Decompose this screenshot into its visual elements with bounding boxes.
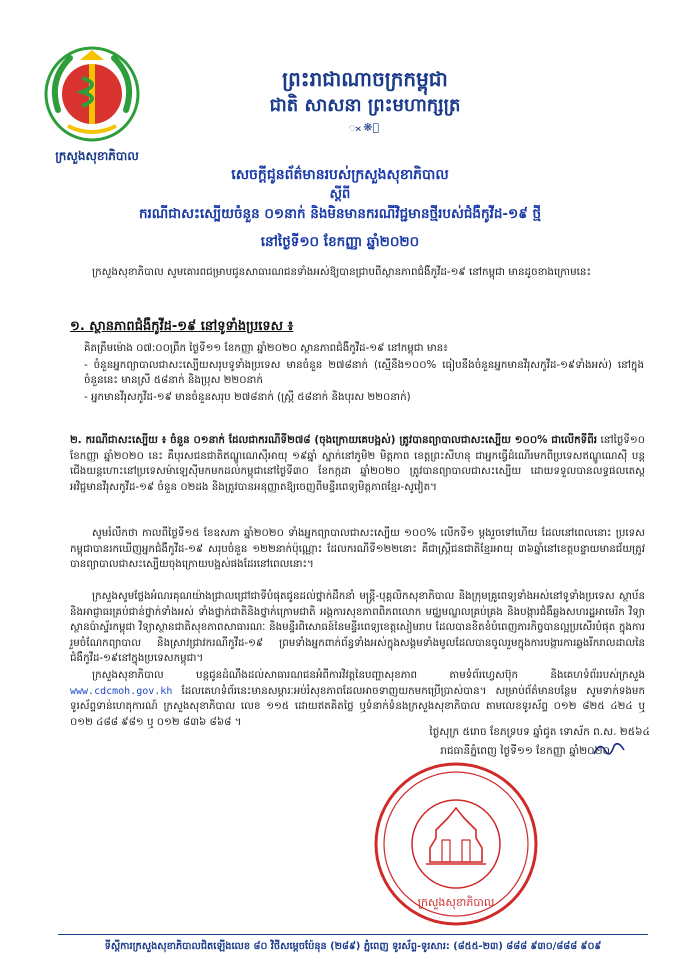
signature-mark: [590, 738, 630, 760]
thanks-paragraph: [70, 589, 645, 667]
section1-item: - អ្នកមានវីរុសកូវីដ-១៩ មានចំនួនសរុប ២៧៨នាក់ (ស្រ្តី ៥៨នាក់ និងបុរស ២២០នាក់): [84, 390, 411, 403]
official-seal: [372, 760, 540, 928]
kingdom-title: ព្រះរាជាណាចក្រកម្ពុជា: [282, 67, 448, 91]
section1-body: [70, 341, 644, 406]
section2-body: [70, 433, 645, 495]
solar-date: រាជធានីភ្នំពេញ ថ្ងៃទី១១ ខែកញ្ញា ឆ្នាំ២០២០: [440, 745, 610, 757]
section1-item: គិតត្រឹមម៉ោង ០៧:០០ព្រឹក ថ្ងៃទី១១ ខែកញ្ញា ឆ្នាំ២០២០ ស្ថានភាពជំងឺកូវីដ-១៩ នៅកម្ពុជា មាន៖: [84, 342, 448, 354]
headline-title: សេចក្តីជូនព័ត៌មានរបស់ក្រសួងសុខាភិបាល: [231, 167, 449, 183]
footer-address: ទីស្តីការក្រសួងសុខាភិបាលជិតឡើងលេខ ៨០ វិថីសម្តេចប៉ែនុន (២៨៩) ភ្នំពេញ ទូរស័ព្ទ-ទូរសារ: (៨៥៥-២៣) ៨៨៨ ៩៣០/៨៨៨ ៩០៩: [104, 941, 602, 952]
footer-divider: [58, 934, 648, 935]
lunar-date: ថ្ងៃសុក្រ ៥រោច ខែភទ្របទ ឆ្នាំជូត ទោស័ក ព.ស. ២៥៦៤: [429, 726, 650, 738]
contact-text: [70, 668, 645, 730]
contact-paragraph: [70, 668, 645, 730]
headline-subject-label: ស្តីពី: [329, 187, 351, 202]
ministry-logo: [38, 40, 146, 148]
ministry-name: ក្រសួងសុខាភិបាល: [55, 149, 139, 163]
ornament: ᯬ❋ᯬ: [348, 121, 382, 134]
reminder-text: សូមរំលឹកថា កាលពីថ្ងៃទី១៥ ខែឧសភា ឆ្នាំ២០២០ ទាំងអ្នកព្យាបាលជាសះស្បើយ ១០០% លើកទី១ ម្តងរួចទៅហើយ ដែលនៅពេលនោះ ប្រទេសកម្ពុជាបានរកឃើញអ្នកជំងឺកូវីដ-១៩ សរុបចំនួន ១២២នាក់ប៉ុណ្ណោះ ដែលករណីទី១២២នោះ គឺជាស្ត្រីជនជាតិខ្មែរអាយុ ៣៦ឆ្នាំនៅខេត្តបន្ទាយមានជ័យត្រូវបានព្យាបាលជាសះស្បើយចុងក្រោយបង្អស់ផងដែរនៅពេលនោះ។: [70, 527, 645, 570]
section1-item: - ចំនួនអ្នកព្យាបាលជាសះស្បើយសរុបទូទាំងប្រទេស មានចំនួន ២៧៨នាក់ (ស្មើនឹង១០០% ធៀបនឹងចំនួនអ្នកមានវីរុសកូវីដ-១៩ទាំងអស់) នៅក្នុងចំនួននេះ មានស្រី ៥៨នាក់ និងប្រុស ២២០នាក់: [84, 358, 644, 386]
reminder-paragraph: [70, 526, 645, 573]
section2-lead: ២. ករណីជាសះស្បើយ ៖ ចំនួន ០១នាក់ ដែលជាករណីទី២៧៨ (ចុងក្រោយគេបង្អស់) ត្រូវបានព្យាបាលជាសះស្បើយ ១០០% ជាលើកទីពីរ: [70, 434, 597, 446]
contact-text-after: ដែលគេហទំព័រនេះមានសម្ភារៈអប់រំសុខភាពដែលអាចទាញយកមកប្រើប្រាស់បាន។ សម្រាប់ព័ត៌មានបន្ថែម សូមទាក់ទងមកទូរស័ព្ទទាន់ហេតុការណ៍ ក្រសួងសុខាភិបាល លេខ ១១៥ ដោយឥតគិតថ្លៃ ឬទំនាក់ទំនងក្រសួងសុខាភិបាល តាមលេខទូរស័ព្ទ ០១២ ៨២៥ ៤២៤ ឬ ០១២ ៤៨៨ ៩៨១ ឬ ០១២ ៨៣៦ ៨៦៨ ។: [70, 684, 645, 728]
headline-subject: ករណីជាសះស្បើយចំនួន ០១នាក់ និងមិនមានករណីវិជ្ជមានថ្មីរបស់ជំងឺកូវីដ-១៩ ថ្មី: [138, 206, 542, 222]
seal-text: ក្រសួងសុខាភិបាល: [417, 896, 495, 909]
thanks-text: ក្រសួងសូមថ្លែងអំណរគុណយ៉ាងជ្រាលជ្រៅជាទីបំផុតជូនដល់ថ្នាក់ដឹកនាំ មន្ត្រី-បុគ្គលិកសុខាភិបាល និងក្រុមគ្រូពេទ្យទាំងអស់នៅទូទាំងប្រទេស ស្ថាប័ន និងអាជ្ញាធរគ្រប់ជាន់ថ្នាក់ទាំងអស់ ទាំងថ្នាក់ជាតិនិងថ្នាក់ក្រោមជាតិ អង្គការសុខភាពពិភពលោក មជ្ឈមណ្ឌលគ្រប់គ្រង និងបង្ការជំងឺឆ្លងសហរដ្ឋអាមេរិក វិទ្យាស្ថានប៉ាស្ទ័រកម្ពុជា វិទ្យាស្ថានជាតិសុខភាពសាធារណៈ និងមន្ទីរពិសោធន៍នៃមន្ទីរពេទ្យខេត្តសៀមរាប ដែលបានខិតខំបំពេញភារកិច្ចបានល្អប្រសើរបំផុត ក្នុងការរួមចំណែកព្យាបាល និងស្រាវជ្រាវករណីកូវីដ-១៩ ព្រមទាំងអ្នកពាក់ព័ន្ធទាំងអស់ក្នុងសង្គមទាំងមូលដែលបានចូលរួមក្នុងការបង្ការការឆ្លងរីករាលដាលនៃជំងឺកូវីដ-១៩នៅក្នុងប្រទេសកម្ពុជា។: [70, 590, 645, 664]
section2-text: នៅថ្ងៃទី១០ ខែកញ្ញា ឆ្នាំ២០២០ នេះ គឺបុរសជនជាតិឥណ្ឌូណេស៊ីអាយុ ១៩ឆ្នាំ ស្នាក់នៅភូមិ២ មិត្តភាព ខេត្តព្រះសីហនុ ជាអ្នកធ្វើដំណើរមកពីប្រទេសឥណ្ឌូណេស៊ី បន្តជើងយន្តហោះនៅប្រទេសម៉ាឡេស៊ីមកមកដល់កម្ពុជានៅថ្ងៃទី៣០ ខែកក្កដា ឆ្នាំ២០២០ ត្រូវបានព្យាបាលជាសះស្បើយ ដោយទទួលបានលទ្ធផលតេស្ត អវិជ្ជមានវីរុសកូវីដ-១៩ ចំនួន ០២ដង និងត្រូវបានអនុញ្ញាតឱ្យចេញពីមន្ទីរពេទ្យមិត្តភាពខ្មែរ-សូវៀត។: [70, 434, 645, 493]
section1-title: ១. ស្ថានភាពជំងឺកូវីដ-១៩ នៅទូទាំងប្រទេស ៖: [70, 319, 294, 334]
contact-text-before: ក្រសួងសុខាភិបាល បន្តជូនដំណឹងដល់សាធារណជនអំពីការវិវត្តនៃបញ្ហាសុខភាព តាមទំព័រហ្វេសប៊ុក និងគេហទំព័ររបស់ក្រសួង: [92, 669, 645, 681]
national-motto: ជាតិ សាសនា ព្រះមហាក្សត្រ: [269, 95, 461, 116]
intro-paragraph: ក្រសួងសុខាភិបាល សូមគោរពជម្រាបជូនសាធារណជនទាំងអស់ឱ្យបានជ្រាបពីស្ថានភាពជំងឺកូវីដ-១៩ នៅកម្ពុជា មានដូចខាងក្រោមនេះ: [92, 266, 591, 278]
headline-date: នៅថ្ងៃទី១០ ខែកញ្ញា ឆ្នាំ២០២០: [260, 234, 420, 250]
website-link[interactable]: www.cdcmoh.gov.kh: [70, 685, 173, 697]
